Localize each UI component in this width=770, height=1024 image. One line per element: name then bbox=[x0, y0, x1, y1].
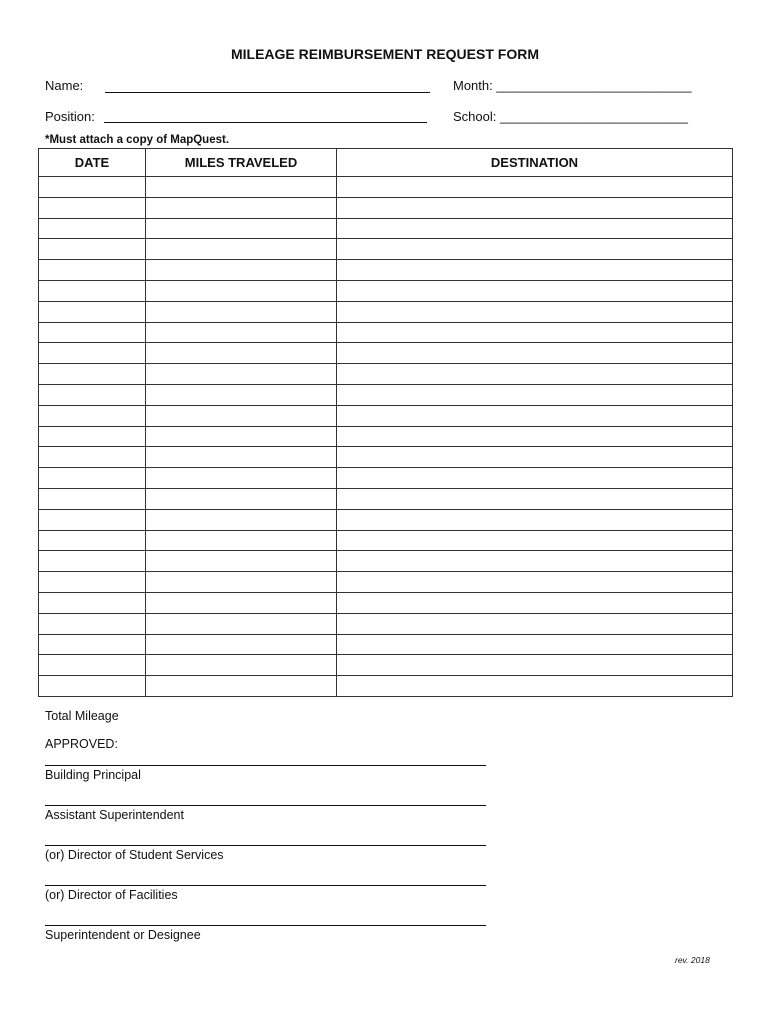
date-cell[interactable] bbox=[39, 426, 146, 447]
destination-cell[interactable] bbox=[337, 384, 733, 405]
table-row bbox=[39, 364, 733, 385]
table-row bbox=[39, 322, 733, 343]
date-cell[interactable] bbox=[39, 592, 146, 613]
approved-label: APPROVED: bbox=[45, 737, 118, 751]
date-cell[interactable] bbox=[39, 572, 146, 593]
table-row bbox=[39, 218, 733, 239]
building-principal-label: Building Principal bbox=[45, 768, 141, 782]
miles-cell[interactable] bbox=[146, 301, 337, 322]
table-row bbox=[39, 177, 733, 198]
miles-cell[interactable] bbox=[146, 655, 337, 676]
destination-cell[interactable] bbox=[337, 509, 733, 530]
month-label[interactable]: Month: ___________________________ bbox=[453, 78, 692, 93]
table-row bbox=[39, 260, 733, 281]
destination-cell[interactable] bbox=[337, 197, 733, 218]
date-cell[interactable] bbox=[39, 301, 146, 322]
date-cell[interactable] bbox=[39, 551, 146, 572]
table-row bbox=[39, 301, 733, 322]
date-cell[interactable] bbox=[39, 613, 146, 634]
table-row bbox=[39, 239, 733, 260]
date-cell[interactable] bbox=[39, 197, 146, 218]
miles-cell[interactable] bbox=[146, 613, 337, 634]
date-cell[interactable] bbox=[39, 260, 146, 281]
destination-cell[interactable] bbox=[337, 260, 733, 281]
table-row bbox=[39, 405, 733, 426]
name-label: Name: bbox=[45, 78, 84, 93]
destination-cell[interactable] bbox=[337, 613, 733, 634]
table-row bbox=[39, 551, 733, 572]
table-row bbox=[39, 343, 733, 364]
table-body bbox=[39, 177, 733, 697]
name-field[interactable] bbox=[105, 92, 430, 93]
miles-cell[interactable] bbox=[146, 509, 337, 530]
date-cell[interactable] bbox=[39, 239, 146, 260]
miles-cell[interactable] bbox=[146, 177, 337, 198]
miles-cell[interactable] bbox=[146, 405, 337, 426]
table-row bbox=[39, 197, 733, 218]
table-row bbox=[39, 488, 733, 509]
miles-cell[interactable] bbox=[146, 364, 337, 385]
table-row bbox=[39, 572, 733, 593]
date-cell[interactable] bbox=[39, 488, 146, 509]
mileage-table bbox=[38, 148, 733, 697]
miles-cell[interactable] bbox=[146, 239, 337, 260]
miles-cell[interactable] bbox=[146, 592, 337, 613]
date-cell[interactable] bbox=[39, 322, 146, 343]
destination-cell[interactable] bbox=[337, 488, 733, 509]
miles-cell[interactable] bbox=[146, 426, 337, 447]
miles-cell[interactable] bbox=[146, 447, 337, 468]
date-cell[interactable] bbox=[39, 468, 146, 489]
table-row bbox=[39, 530, 733, 551]
table-row bbox=[39, 634, 733, 655]
date-cell[interactable] bbox=[39, 447, 146, 468]
signature-line[interactable] bbox=[45, 885, 486, 886]
miles-cell[interactable] bbox=[146, 260, 337, 281]
superintendent-label: Superintendent or Designee bbox=[45, 928, 201, 942]
director-facilities-label: (or) Director of Facilities bbox=[45, 888, 178, 902]
date-cell[interactable] bbox=[39, 676, 146, 697]
destination-cell[interactable] bbox=[337, 343, 733, 364]
destination-cell[interactable] bbox=[337, 676, 733, 697]
miles-cell[interactable] bbox=[146, 322, 337, 343]
date-cell[interactable] bbox=[39, 405, 146, 426]
destination-cell[interactable] bbox=[337, 364, 733, 385]
destination-column-header: DESTINATION bbox=[337, 149, 733, 177]
table-header-row bbox=[39, 149, 733, 177]
table-row bbox=[39, 509, 733, 530]
destination-cell[interactable] bbox=[337, 426, 733, 447]
signature-line[interactable] bbox=[45, 925, 486, 926]
revision-note: rev. 2018 bbox=[675, 955, 710, 965]
table-row bbox=[39, 468, 733, 489]
date-column-header: DATE bbox=[39, 149, 146, 177]
miles-cell[interactable] bbox=[146, 280, 337, 301]
table-row bbox=[39, 592, 733, 613]
table-row bbox=[39, 613, 733, 634]
destination-cell[interactable] bbox=[337, 239, 733, 260]
director-student-services-label: (or) Director of Student Services bbox=[45, 848, 224, 862]
destination-cell[interactable] bbox=[337, 468, 733, 489]
date-cell[interactable] bbox=[39, 280, 146, 301]
table-row bbox=[39, 655, 733, 676]
miles-cell[interactable] bbox=[146, 197, 337, 218]
destination-cell[interactable] bbox=[337, 280, 733, 301]
position-label: Position: bbox=[45, 109, 95, 124]
date-cell[interactable] bbox=[39, 634, 146, 655]
total-mileage-label: Total Mileage bbox=[45, 709, 119, 723]
miles-cell[interactable] bbox=[146, 530, 337, 551]
destination-cell[interactable] bbox=[337, 405, 733, 426]
signature-line[interactable] bbox=[45, 805, 486, 806]
position-field[interactable] bbox=[104, 122, 427, 123]
miles-cell[interactable] bbox=[146, 343, 337, 364]
destination-cell[interactable] bbox=[337, 592, 733, 613]
signature-line[interactable] bbox=[45, 765, 486, 766]
mapquest-note: *Must attach a copy of MapQuest. bbox=[45, 134, 230, 146]
miles-cell[interactable] bbox=[146, 488, 337, 509]
destination-cell[interactable] bbox=[337, 551, 733, 572]
date-cell[interactable] bbox=[39, 218, 146, 239]
miles-cell[interactable] bbox=[146, 218, 337, 239]
destination-cell[interactable] bbox=[337, 572, 733, 593]
date-cell[interactable] bbox=[39, 343, 146, 364]
assistant-superintendent-label: Assistant Superintendent bbox=[45, 808, 184, 822]
destination-cell[interactable] bbox=[337, 530, 733, 551]
date-cell[interactable] bbox=[39, 530, 146, 551]
date-cell[interactable] bbox=[39, 364, 146, 385]
table-row bbox=[39, 447, 733, 468]
destination-cell[interactable] bbox=[337, 322, 733, 343]
destination-cell[interactable] bbox=[337, 301, 733, 322]
miles-cell[interactable] bbox=[146, 634, 337, 655]
date-cell[interactable] bbox=[39, 177, 146, 198]
date-cell[interactable] bbox=[39, 384, 146, 405]
destination-cell[interactable] bbox=[337, 447, 733, 468]
date-cell[interactable] bbox=[39, 509, 146, 530]
destination-cell[interactable] bbox=[337, 634, 733, 655]
miles-cell[interactable] bbox=[146, 468, 337, 489]
miles-cell[interactable] bbox=[146, 676, 337, 697]
destination-cell[interactable] bbox=[337, 177, 733, 198]
miles-column-header: MILES TRAVELED bbox=[146, 149, 337, 177]
form-title: MILEAGE REIMBURSEMENT REQUEST FORM bbox=[230, 46, 539, 62]
destination-cell[interactable] bbox=[337, 218, 733, 239]
date-cell[interactable] bbox=[39, 655, 146, 676]
miles-cell[interactable] bbox=[146, 572, 337, 593]
table-row bbox=[39, 280, 733, 301]
miles-cell[interactable] bbox=[146, 551, 337, 572]
signature-line[interactable] bbox=[45, 845, 486, 846]
miles-cell[interactable] bbox=[146, 384, 337, 405]
table-row bbox=[39, 384, 733, 405]
school-label[interactable]: School: __________________________ bbox=[453, 109, 688, 124]
table-row bbox=[39, 426, 733, 447]
table-row bbox=[39, 676, 733, 697]
destination-cell[interactable] bbox=[337, 655, 733, 676]
